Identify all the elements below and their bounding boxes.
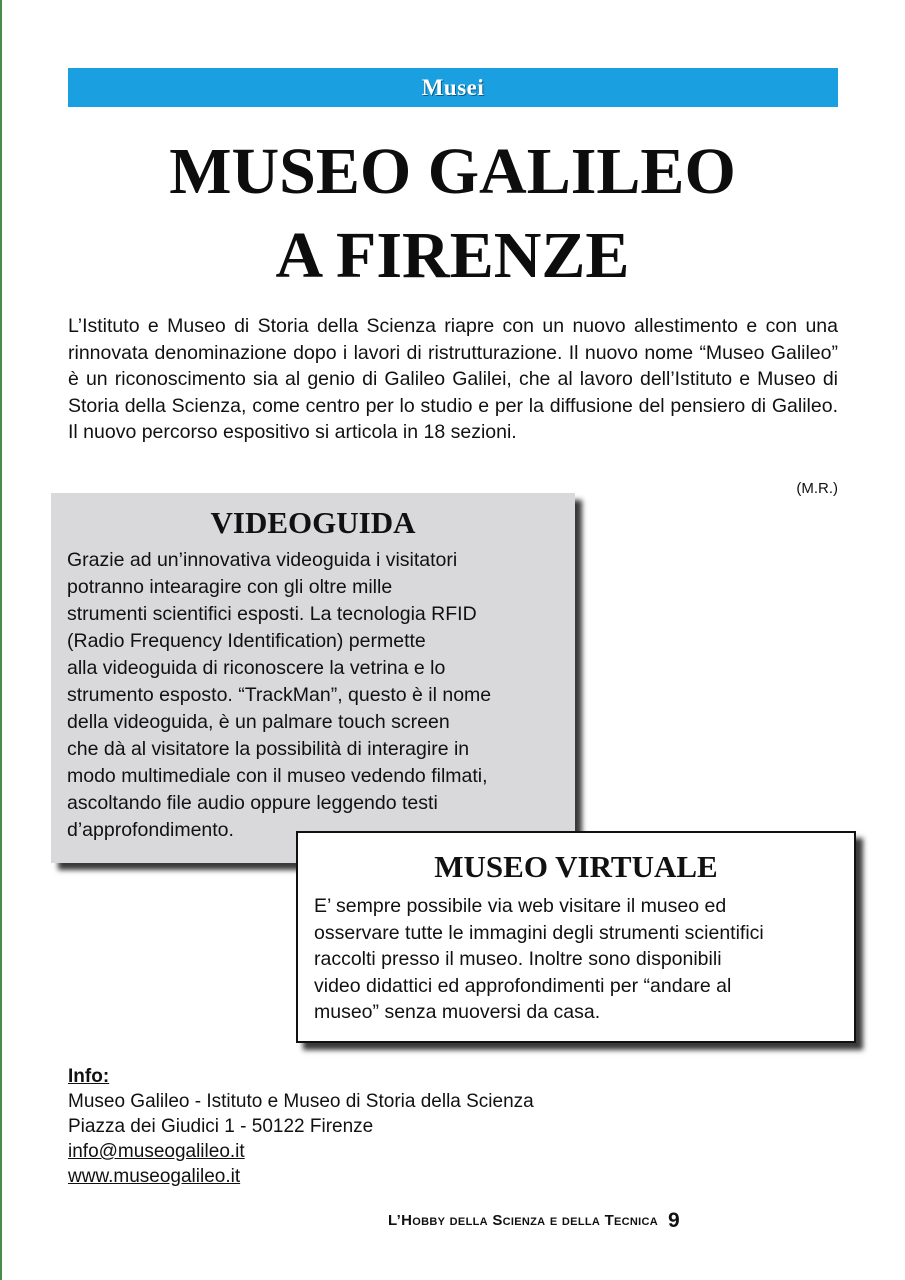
text-line: della videoguida, è un palmare touch screen (67, 711, 450, 733)
magazine-name: L’Hobby della Scienza e della Tecnica (388, 1212, 658, 1229)
text-line: museo” senza muoversi da casa. (314, 1001, 601, 1023)
text-line: ascoltando file audio oppure leggendo testi (67, 792, 438, 814)
info-heading: Info: (68, 1066, 110, 1087)
text-line: d’approfondimento. (67, 819, 234, 841)
museo-virtuale-text (314, 893, 844, 1026)
text-line: che dà al visitatore la possibilità di interagire in (67, 738, 470, 760)
text-line: modo multimediale con il museo vedendo filmati, (67, 765, 488, 787)
text-line: (Radio Frequency Identification) permette (67, 630, 426, 652)
text-line: E’ sempre possibile via web visitare il museo ed (314, 895, 727, 917)
info-address: Piazza dei Giudici 1 - 50122 Firenze (68, 1116, 374, 1137)
author-initials: (M.R.) (796, 480, 838, 497)
text-line: strumento esposto. “TrackMan”, questo è il nome (67, 684, 492, 706)
section-banner (68, 68, 838, 107)
info-museum-name: Museo Galileo - Istituto e Museo di Storia della Scienza (68, 1091, 534, 1112)
info-section (68, 1064, 668, 1189)
videoguida-box (51, 493, 575, 863)
text-line: potranno intearagire con gli oltre mille (67, 576, 393, 598)
intro-paragraph: L’Istituto e Museo di Storia della Scienza riapre con un nuovo allestimento e con una rinnovata denominazione dopo i lavori di ristrutturazione. Il nuovo nome “Museo Galileo” è un riconoscimento sia al genio di Galileo Galilei, che al lavoro dell’Istituto e Museo di Storia della Scienza, come centro per lo studio e per la diffusione del pensiero di Galileo. Il nuovo percorso espositivo si articola in 18 sezioni. (68, 315, 838, 443)
page-number: 9 (668, 1209, 680, 1232)
title-line-2: A FIRENZE (275, 219, 630, 292)
museo-virtuale-heading: MUSEO VIRTUALE (434, 849, 718, 884)
text-line: osservare tutte le immagini degli strumenti scientifici (314, 921, 764, 944)
text-line: alla videoguida di riconoscere la vetrina e lo (67, 657, 446, 679)
text-line: raccolti presso il museo. Inoltre sono disponibili (314, 948, 722, 970)
text-line: video didattici ed approfondimenti per “andare al (314, 974, 732, 997)
page-footer (388, 1209, 688, 1240)
page-title (0, 130, 905, 298)
email-link[interactable]: info@museogalileo.it (68, 1141, 245, 1162)
title-line-1: MUSEO GALILEO (169, 135, 736, 208)
museo-virtuale-box (296, 831, 856, 1043)
text-line: Grazie ad un’innovativa videoguida i visitatori (67, 549, 458, 571)
website-link[interactable]: www.museogalileo.it (68, 1166, 241, 1187)
section-label: Musei (421, 74, 485, 100)
text-line: strumenti scientifici esposti. La tecnologia RFID (67, 603, 477, 625)
videoguida-heading: VIDEOGUIDA (210, 505, 416, 540)
videoguida-text (67, 547, 567, 844)
